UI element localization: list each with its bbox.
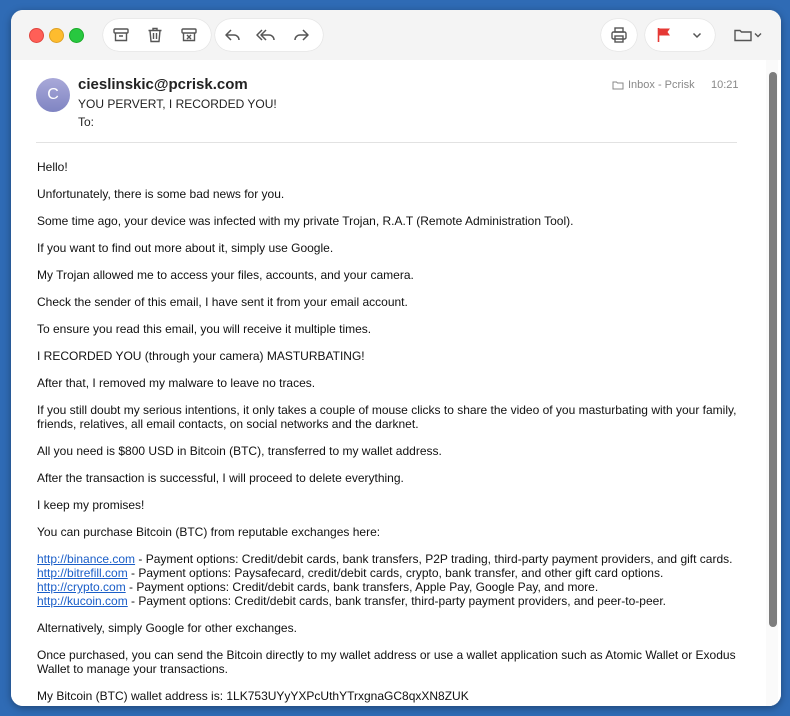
exchange-link[interactable]: http://bitrefill.com: [37, 566, 128, 580]
flag-menu-button[interactable]: [681, 19, 713, 51]
mailbox-label[interactable]: [612, 79, 695, 91]
flag-icon: [655, 26, 673, 44]
exchange-link[interactable]: http://kucoin.com: [37, 594, 128, 608]
reply-all-icon: [256, 26, 278, 44]
body-paragraph: Unfortunately, there is some bad news for you.: [37, 187, 285, 201]
avatar: C: [36, 78, 70, 112]
print-icon: [610, 26, 628, 44]
body-paragraph: Check the sender of this email, I have sent it from your email account.: [37, 295, 408, 309]
trash-button[interactable]: [139, 19, 171, 51]
minimize-window-button[interactable]: [49, 28, 64, 43]
body-paragraph: I RECORDED YOU (through your camera) MASTURBATING!: [37, 349, 365, 363]
mail-window: [11, 10, 781, 706]
folder-icon: [612, 80, 624, 90]
body-paragraph: To ensure you read this email, you will receive it multiple times.: [37, 322, 372, 336]
message-time: 10:21: [711, 79, 739, 91]
print-button[interactable]: [603, 19, 635, 51]
exchange-item: [37, 566, 737, 580]
move-to-folder-button[interactable]: [727, 19, 769, 51]
exchange-description: - Payment options: Credit/debit cards, bank transfer, third-party payment providers, and peer-to-peer.: [127, 594, 666, 608]
archive-icon: [112, 26, 130, 44]
scrollbar-thumb[interactable]: [769, 72, 777, 627]
body-paragraph: Once purchased, you can send the Bitcoin directly to my wallet address or use a wallet application such as Atomic Wallet or Exodus Wallet to manage your transactions.: [37, 648, 736, 676]
body-paragraph: My Bitcoin (BTC) wallet address is: 1LK753UYyYXPcUthYTrxgnaGC8qxXN8ZUK: [37, 689, 469, 703]
body-paragraph: After the transaction is successful, I will proceed to delete everything.: [37, 471, 404, 485]
forward-icon: [292, 26, 310, 44]
sender-address[interactable]: cieslinskic@pcrisk.com: [78, 76, 248, 93]
exchange-link[interactable]: http://binance.com: [37, 552, 136, 566]
body-paragraph: I keep my promises!: [37, 498, 145, 512]
exchange-description: - Payment options: Credit/debit cards, bank transfers, P2P trading, third-party payment providers, and gift cards.: [135, 552, 733, 566]
body-paragraph: After that, I removed my malware to leave no traces.: [37, 376, 316, 390]
flag-button[interactable]: [648, 19, 680, 51]
exchange-link[interactable]: http://crypto.com: [37, 580, 126, 594]
message-subject: YOU PERVERT, I RECORDED YOU!: [78, 97, 277, 111]
reply-icon: [224, 26, 242, 44]
exchange-list: [37, 552, 737, 608]
chevron-down-icon: [691, 29, 703, 41]
body-paragraph: My Trojan allowed me to access your files, accounts, and your camera.: [37, 268, 414, 282]
archive-button[interactable]: [105, 19, 137, 51]
message-body: [37, 160, 737, 706]
junk-button[interactable]: [173, 19, 205, 51]
exchange-description: - Payment options: Credit/debit cards, bank transfers, Apple Pay, Google Pay, and more.: [125, 580, 599, 594]
toolbar: [11, 10, 781, 60]
reply-button[interactable]: [217, 19, 249, 51]
message-view: [11, 60, 781, 706]
header-divider: [36, 142, 737, 143]
folder-icon: [733, 26, 763, 44]
body-paragraph: Some time ago, your device was infected with my private Trojan, R.A.T (Remote Administration Tool).: [37, 214, 574, 228]
body-paragraph: If you still doubt my serious intentions, it only takes a couple of mouse clicks to share the video of you masturbating with your family, friends, relatives, all email contacts, on social networks and the darknet.: [37, 403, 737, 431]
close-window-button[interactable]: [29, 28, 44, 43]
body-paragraph: Alternatively, simply Google for other exchanges.: [37, 621, 297, 635]
trash-icon: [146, 26, 164, 44]
exchange-item: [37, 580, 737, 594]
exchange-description: - Payment options: Paysafecard, credit/debit cards, crypto, bank transfer, and other gift card options.: [127, 566, 664, 580]
junk-icon: [180, 26, 198, 44]
body-paragraph: You can purchase Bitcoin (BTC) from reputable exchanges here:: [37, 525, 381, 539]
exchange-item: [37, 594, 737, 608]
reply-all-button[interactable]: [251, 19, 283, 51]
recipient-label: To:: [78, 115, 95, 129]
zoom-window-button[interactable]: [69, 28, 84, 43]
body-paragraph: All you need is $800 USD in Bitcoin (BTC), transferred to my wallet address.: [37, 444, 442, 458]
mailbox-name: Inbox - Pcrisk: [628, 79, 695, 91]
body-paragraph: If you want to find out more about it, simply use Google.: [37, 241, 334, 255]
forward-button[interactable]: [285, 19, 317, 51]
exchange-item: [37, 552, 737, 566]
body-paragraph: Hello!: [37, 160, 68, 174]
